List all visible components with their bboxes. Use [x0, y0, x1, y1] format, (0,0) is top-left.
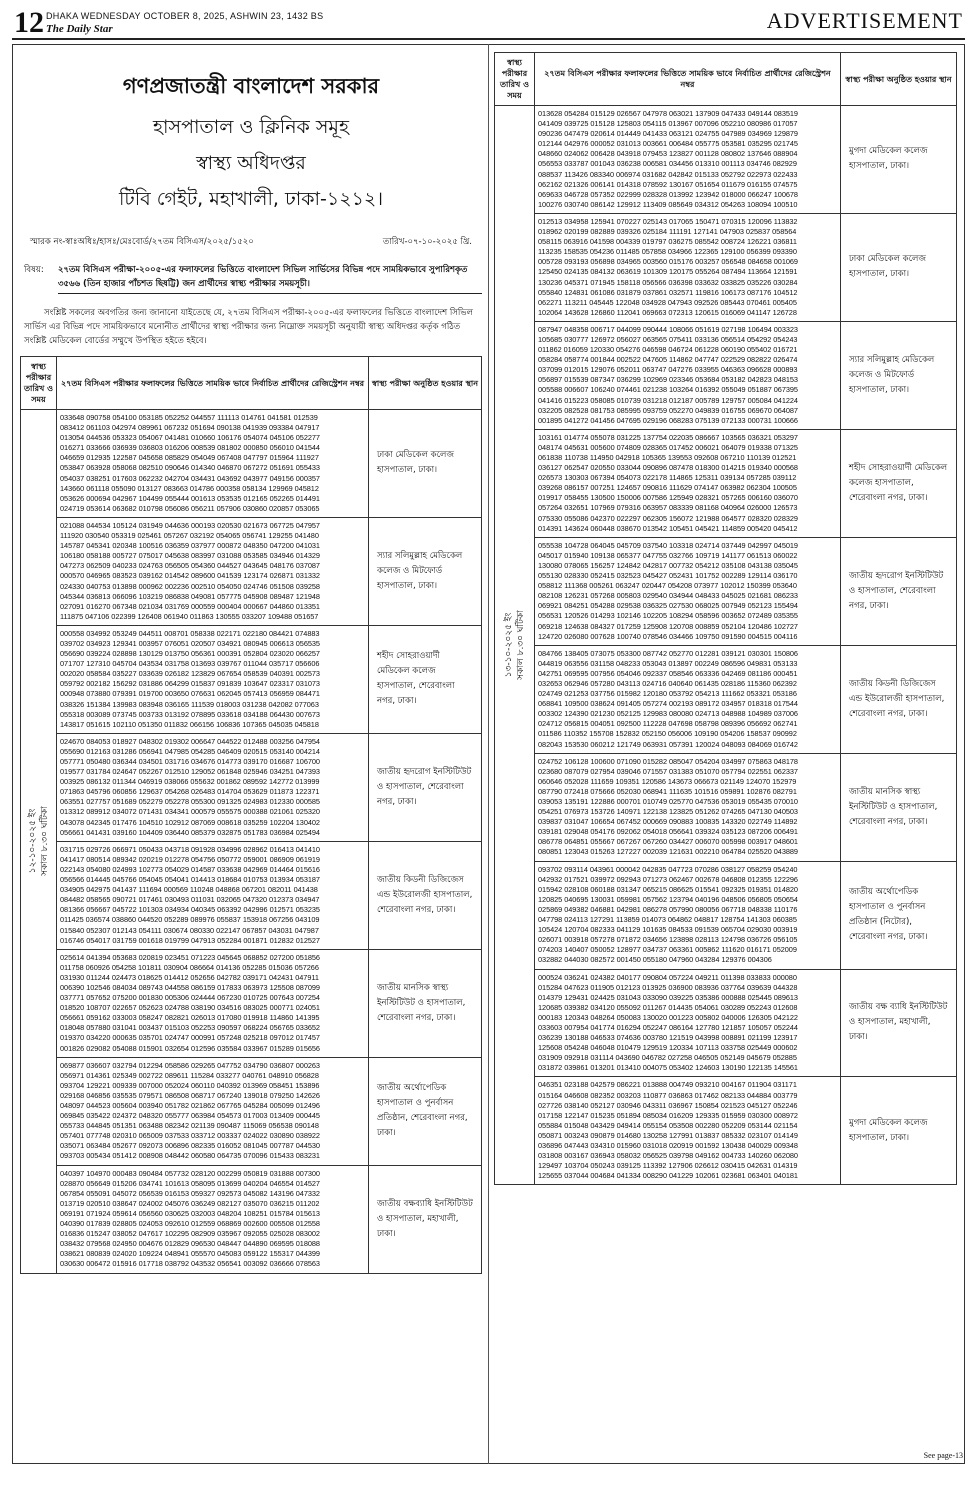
venue-cell: স্যার সলিমুল্লাহ মেডিকেল কলেজ ও মিটফোর্ড হাসপাতাল, ঢাকা। — [369, 517, 482, 625]
registration-number-line: 016271 033666 036939 036803 016206 008539 081802 000850 056010 041544 — [60, 443, 320, 453]
see-page-note: See page-13 — [923, 1451, 963, 1460]
venue-cell: জাতীয় মানসিক স্বাস্থ্য ইনস্টিটিউট ও হাসপাতাল, শেরেবাংলা নগর, ঢাকা। — [841, 753, 957, 861]
registration-number-line: 120685 039382 034120 055092 011267 014435 054061 030289 052243 012608 — [538, 1002, 798, 1012]
registration-number-line: 088537 113426 083340 006974 031682 042842 015133 052792 022973 022433 — [538, 169, 798, 179]
registration-number-line: 062271 113211 045445 122048 034928 047943 092526 085443 070461 005405 — [538, 297, 797, 307]
right-column — [494, 52, 957, 1450]
body-paragraph: সংশ্লিষ্ট সকলের অবগতির জন্য জানানো যাইতেছে যে, ২৭তম বিসিএস পরীক্ষা-২০০৫-এর ফলাফলের ভিত্তিতে বাংলাদেশ সিভিল সার্ভিস এর বিভিন্ন পদে সাময়িকভাবে মনোনীত প্রার্থীদের স্বাস্থ্য পরীক্ষার জন্য নিম্নোক্ত সময়সূচী অনুযায়ী স্বাস্থ্য অধিদপ্তর কর্তৃক গঠিত সংশ্লিষ্ট মেডিকেল বোর্ডের সম্মুখে উপস্থিত হইতে হইবে। — [24, 308, 473, 346]
registration-number-line: 063551 027757 051689 052279 052278 055300 091325 024983 012330 000585 — [60, 797, 320, 807]
registration-number-line: 067854 055091 045072 056539 016153 059327 092573 045082 143196 047332 — [60, 1188, 320, 1198]
registration-number-line: 125655 037044 004684 041334 008290 041229 102061 023681 063401 040181 — [538, 1171, 798, 1181]
registration-numbers-cell — [57, 1057, 369, 1165]
exam-date-cell — [495, 106, 535, 1185]
registration-number-line: 013312 089912 034072 071431 034341 000579 055575 000388 021061 025320 — [60, 807, 320, 817]
registration-number-line: 011862 016059 120330 054276 046598 046724 061228 060190 055402 016721 — [538, 345, 798, 355]
registration-numbers-cell — [57, 1165, 369, 1273]
registration-number-line: 075330 055086 042370 022297 062305 156072 121988 064577 028320 028329 — [538, 513, 798, 523]
registration-number-line: 069633 046728 057352 022999 028328 013992 123942 018000 066247 100678 — [538, 189, 798, 199]
registration-number-line: 037771 057652 075200 001830 005306 024444 067230 010725 007643 007254 — [60, 993, 320, 1003]
table-row — [21, 949, 482, 1057]
venue-cell: শহীদ সোহরাওয়ার্দী মেডিকেল কলেজ হাসপাতাল, শেরেবাংলা নগর, ঢাকা। — [841, 429, 957, 537]
registration-number-line: 069921 084251 054288 029538 036325 027530 068025 007949 052123 155494 — [538, 601, 798, 611]
registration-number-line: 042751 069595 007956 054046 092337 058546 063336 042469 081186 000451 — [538, 668, 798, 678]
registration-number-line: 000524 036241 024382 040177 090804 057224 049211 011398 033833 000080 — [538, 972, 797, 982]
registration-number-line: 042932 017521 039972 092943 071273 062467 002678 046808 012355 122296 — [538, 874, 798, 884]
registration-number-line: 056661 041431 039160 104409 036440 085379 032875 051783 036984 025494 — [60, 827, 320, 837]
registration-number-line: 025869 049382 046881 042981 086278 057990 080056 067718 048338 110176 — [538, 904, 798, 914]
registration-number-line: 105685 030777 126972 056027 063565 075411 033136 056514 054292 054243 — [538, 334, 798, 344]
table-row — [495, 969, 957, 1077]
registration-number-line: 026573 130303 067394 054073 022178 114865 125311 039134 057285 039112 — [538, 473, 797, 483]
registration-number-line: 055130 028330 052415 032523 045427 052431 101752 002289 129114 036170 — [538, 571, 798, 581]
venue-cell: মুগদা মেডিকেল কলেজ হাসপাতাল, ঢাকা। — [841, 106, 957, 214]
registration-number-line: 000948 073880 079391 019700 003650 076631 062045 057413 056959 084471 — [60, 689, 320, 699]
registration-number-line: 011758 060926 054258 101811 030904 086664 014136 052285 015036 057266 — [60, 962, 319, 972]
table-row — [21, 517, 482, 625]
office-line-1: হাসপাতাল ও ক্লিনিক সমূহ — [153, 116, 349, 138]
registration-number-line: 016836 015247 038052 047617 102295 082909 035967 092055 025028 083002 — [60, 1229, 320, 1239]
registration-number-line: 143817 051615 102110 051350 011832 066156 106836 107365 045035 045818 — [60, 719, 319, 729]
registration-number-line: 069845 035422 024372 048320 055777 063984 054573 017003 013409 000445 — [60, 1111, 320, 1121]
registration-number-line: 034905 042975 041437 111694 000569 110248 048868 067201 082011 041438 — [60, 885, 318, 895]
registration-number-line: 000183 120343 048264 050083 130020 001223 005802 040006 126305 042122 — [538, 1012, 798, 1022]
registration-number-line: 056566 014445 045766 054045 054041 014413 018684 010753 013934 053187 — [60, 875, 320, 885]
exam-date-label: ১২-১০-২০২৫ ইং সকাল ৮.৩০ ঘটিকা — [27, 806, 50, 877]
registration-number-line: 014391 143624 060448 038670 013542 105451 045421 114859 005420 045412 — [538, 523, 798, 533]
registration-number-line: 059792 002182 156292 031886 064299 015837 091839 103647 023317 031073 — [60, 679, 320, 689]
registration-number-line: 125450 024135 084132 063619 101309 120175 055264 087494 113664 121591 — [538, 267, 798, 277]
registration-number-line: 016746 054017 031759 001618 019799 047913 052284 001871 012832 012527 — [60, 935, 320, 945]
registration-number-line: 056661 059162 033003 058247 082821 026013 017080 019918 114860 141395 — [60, 1013, 320, 1023]
registration-number-line: 056690 039224 028898 130129 013750 056361 000391 052804 023020 066257 — [60, 649, 320, 659]
registration-number-line: 001826 029082 054088 015901 032654 012596 035584 033967 015289 015656 — [60, 1043, 320, 1053]
registration-number-line: 069191 071924 059614 056560 030625 032003 048204 108251 015784 015613 — [60, 1208, 320, 1218]
registration-numbers-cell — [57, 841, 369, 949]
registration-number-line: 082043 153530 060212 121749 063931 057391 120024 048093 084069 016742 — [538, 739, 798, 749]
registration-numbers-cell — [535, 861, 841, 969]
registration-number-line: 062162 021326 006141 014318 078592 130167 051654 011679 016155 074575 — [538, 179, 798, 189]
venue-cell: জাতীয় হৃদরোগ ইনস্টিটিউট ও হাসপাতাল, শেরেবাংলা নগর, ঢাকা। — [369, 733, 482, 841]
registration-number-line: 068841 109500 038624 091405 057274 002193 089172 034957 018318 017544 — [538, 699, 798, 709]
registration-number-line: 027726 038140 052127 030946 043311 036967 150854 021523 045127 052246 — [538, 1100, 798, 1110]
registration-number-line: 130236 045371 071945 158118 056566 036398 033632 033825 035226 030284 — [538, 277, 798, 287]
venue-cell: জাতীয় অর্থোপেডিক হাসপাতাল ও পুনর্বাসন প্রতিষ্ঠান, শেরেবাংলা নগর, ঢাকা। — [369, 1057, 482, 1165]
registration-number-line: 024330 040753 013898 000962 002236 002510 054050 024746 051508 039258 — [60, 581, 320, 591]
left-column — [20, 52, 482, 1458]
registration-numbers-cell — [535, 213, 841, 321]
registration-number-line: 045344 036813 066096 103219 086838 049081 057775 045908 089487 121948 — [60, 591, 320, 601]
registration-number-line: 069877 036607 032794 012294 058586 029265 047752 034790 036807 000263 — [60, 1060, 320, 1070]
registration-number-line: 054251 076973 153726 140971 122138 123825 051262 074265 047130 040503 — [538, 807, 798, 817]
registration-numbers-cell — [57, 625, 369, 733]
registration-number-line: 027091 016270 067348 021034 031769 000559 000404 000667 044860 013351 — [60, 601, 320, 611]
registration-number-line: 017158 122147 015235 051894 085034 016209 129335 015959 030300 008972 — [538, 1110, 798, 1120]
section-title: ADVERTISEMENT — [766, 8, 963, 33]
registration-numbers-cell — [535, 106, 841, 214]
registration-numbers-cell — [535, 645, 841, 753]
registration-number-line: 000570 046965 083523 039162 014542 089600 041539 123174 026871 031332 — [60, 571, 320, 581]
table-row — [495, 1077, 957, 1185]
registration-number-line: 129497 103704 050243 039125 113392 127906 026612 030415 042631 014319 — [538, 1161, 798, 1171]
table-header-row — [21, 357, 482, 410]
registration-number-line: 018962 020199 082889 039326 025184 111191 127141 047903 025837 058564 — [538, 227, 797, 237]
registration-number-line: 039268 086157 007251 124657 090816 111629 074147 063982 062304 100505 — [538, 483, 797, 493]
registration-number-line: 061838 110738 114950 042918 105365 139553 092608 067210 110139 012521 — [538, 453, 797, 462]
memo-date: তারিখ-০৭-১০-২০২৫ খ্রি. — [382, 237, 472, 247]
registration-number-line: 058115 063916 041598 004339 019797 036275 085542 008724 126221 036811 — [538, 237, 797, 247]
table-row — [495, 321, 957, 429]
registration-number-line: 045017 015940 109138 065377 047755 032766 109719 141177 061513 060022 — [538, 550, 798, 560]
registration-number-line: 031808 003167 036943 058032 056525 039798 049162 004733 140260 062080 — [538, 1151, 798, 1161]
registration-number-line: 038432 079568 024950 004676 012829 096530 048447 044890 069595 018088 — [60, 1239, 320, 1249]
venue-cell: স্যার সলিমুল্লাহ মেডিকেল কলেজ ও মিটফোর্ড হাসপাতাল, ঢাকা। — [841, 321, 957, 429]
registration-number-line: 056553 033787 001043 036238 006581 034456 013310 001113 034746 082929 — [538, 159, 797, 169]
registration-number-line: 057771 050480 036344 034501 031716 034676 014773 039170 016687 106700 — [60, 757, 320, 766]
registration-number-line: 100276 030740 086142 129912 113409 085649 034312 054263 108094 100510 — [538, 199, 798, 209]
registration-number-line: 001895 041272 041456 047695 029196 068283 075139 072133 000731 100666 — [538, 415, 798, 425]
registration-number-line: 039181 029048 054176 092062 054018 056641 039324 035123 087206 006491 — [538, 827, 798, 837]
table-row — [495, 753, 957, 861]
registration-number-line: 011425 036574 038860 044520 052289 089976 055837 153918 067256 043109 — [60, 915, 320, 925]
registration-number-line: 086778 064851 055667 067267 067260 034427 006070 005998 003917 048601 — [538, 837, 798, 847]
registration-number-line: 056897 015539 087347 036299 102969 023346 053684 053182 042823 048153 — [538, 375, 798, 385]
registration-number-line: 106180 058188 005727 075017 045638 083997 031088 053585 034946 014329 — [60, 551, 320, 561]
registration-number-line: 050871 003243 090879 014680 130258 127991 013837 085332 023107 014149 — [538, 1130, 798, 1140]
registration-number-line: 032882 044030 082572 001450 055180 047960 043284 129376 004306 — [538, 955, 772, 965]
registration-numbers-cell — [57, 949, 369, 1057]
registration-number-line: 000558 034992 053249 044511 008701 058338 022171 022180 084421 074883 — [60, 628, 320, 638]
venue-cell: জাতীয় মানসিক স্বাস্থ্য ইনস্টিটিউট ও হাসপাতাল, শেরেবাংলা নগর, ঢাকা। — [369, 949, 482, 1057]
memo-number: স্মারক নং-স্বাঃঅধিঃ/হাসঃ/মেঃবোর্ড/২৭তম বিসিএস/২০২৫/১৫২০ — [30, 237, 254, 247]
registration-number-line: 019917 058455 130500 150006 007586 125949 028321 057265 006160 036070 — [538, 493, 798, 503]
registration-number-line: 019577 031784 024647 052267 012510 129052 061848 025946 034251 047393 — [60, 767, 320, 777]
registration-number-line: 041417 080514 089342 020219 012278 054756 050772 059001 086909 061919 — [60, 854, 320, 864]
registration-number-line: 060646 052028 111659 109351 120586 143673 066673 021149 124070 152979 — [538, 776, 797, 786]
registration-number-line: 012144 042976 000052 031013 003661 006484 055775 053581 035295 021745 — [538, 139, 798, 149]
registration-number-line: 056531 120526 014293 102146 102205 108294 058596 003652 072489 035355 — [538, 611, 798, 621]
table-row — [21, 733, 482, 841]
registration-number-line: 013054 044536 053323 054067 041481 010660 106176 054074 045106 052277 — [60, 433, 320, 443]
subject-text: ২৭তম বিসিএস পরীক্ষা-২০০৫-এর ফলাফলের ভিত্তিতে বাংলাদেশ সিভিল সার্ভিসের বিভিন্ন পদে সাময়িকভাবে সুপারিশকৃত ৩৫৬৬ (তিন হাজার পাঁচশত ছিষট্টি) জন প্রার্থীদের স্বাস্থ্য পরীক্ষার সময়সূচী। — [58, 263, 482, 294]
registration-number-line: 038621 080839 024020 109224 048941 055570 045083 059122 155317 044399 — [60, 1249, 320, 1259]
table-row — [495, 645, 957, 753]
registration-number-line: 033648 090758 054100 053185 052252 044557 111113 014761 041581 012539 — [60, 413, 318, 422]
registration-number-line: 057264 032651 107969 079316 063957 083339 081168 040964 026000 126573 — [538, 503, 798, 513]
table-row — [21, 410, 482, 518]
registration-number-line: 093704 129221 009339 007000 052024 060110 040392 013969 058451 153896 — [60, 1080, 320, 1090]
registration-number-line: 031715 029726 066971 050433 043718 091928 034996 028962 016413 041410 — [60, 844, 320, 854]
government-title: গণপ্রজাতন্ত্রী বাংলাদেশ সরকার — [122, 74, 380, 98]
registration-number-line: 113235 158535 054236 011485 057858 034966 122365 129100 056399 093390 — [538, 247, 797, 257]
table-header-row — [495, 53, 957, 106]
header-venue: স্বাস্থ্য পরীক্ষা অনুষ্ঠিত হওয়ার স্থান — [841, 53, 957, 106]
registration-numbers-cell — [535, 429, 841, 537]
registration-number-line: 015284 047623 011905 012123 013925 036900 083936 037764 039639 044328 — [538, 982, 798, 992]
registration-number-line: 057401 077748 020310 065009 037533 033712 003337 024022 030890 038922 — [60, 1131, 320, 1141]
registration-number-line: 111920 030540 053319 025461 057267 032192 054065 056741 129255 041480 — [60, 531, 319, 541]
office-line-2: স্বাস্থ্য অধিদপ্তর — [196, 152, 306, 174]
registration-number-line: 024749 021253 037756 015982 120180 053792 054213 111662 053321 053186 — [538, 689, 797, 699]
table-row — [21, 1057, 482, 1165]
registration-number-line: 053847 063928 058068 082510 090646 014340 046870 067272 051691 055433 — [60, 463, 320, 473]
paper-name: The Daily Star — [46, 23, 113, 35]
registration-number-line: 014379 129431 024425 031043 033090 039225 035386 000888 025445 089613 — [538, 992, 798, 1002]
registration-number-line: 035071 063484 052677 092073 006896 082335 016052 081045 007787 044530 — [60, 1141, 320, 1151]
left-schedule-table — [20, 356, 482, 1274]
exam-date-cell — [21, 410, 57, 1274]
registration-number-line: 058812 111368 005261 063247 020447 054208 073977 102012 150399 053640 — [538, 581, 797, 591]
registration-number-line: 036896 047443 034310 015960 031018 020919 001592 130438 040029 009348 — [538, 1141, 798, 1150]
registration-number-line: 093702 093114 043961 000042 042835 047723 070286 038127 058259 054240 — [538, 864, 798, 874]
registration-number-line: 082108 126231 057268 005803 029540 034944 048433 045025 021681 086233 — [538, 591, 798, 601]
registration-number-line: 143660 061118 055090 013127 083663 014786 000358 058134 129969 045812 — [60, 483, 319, 493]
registration-number-line: 041416 015223 058085 010739 031218 012187 005789 129757 005084 041224 — [538, 395, 798, 405]
registration-number-line: 037099 012015 129076 052011 063747 047276 033955 046363 096628 000893 — [538, 365, 798, 375]
registration-number-line: 038326 151384 139983 083948 036165 111539 018003 031238 042082 077063 — [60, 699, 319, 709]
registration-number-line: 048097 044523 005604 003940 051782 021862 067765 045284 005099 012496 — [60, 1101, 320, 1110]
registration-number-line: 005728 093193 056898 034965 003560 015176 003257 056548 084658 001069 — [538, 257, 798, 267]
registration-number-line: 047273 062509 040233 024763 056505 054360 044527 043645 048176 037087 — [60, 561, 320, 571]
registration-number-line: 040397 104970 000483 090484 057732 028120 002299 050819 031888 007300 — [60, 1168, 320, 1178]
table-row — [21, 625, 482, 733]
venue-cell: শহীদ সোহরাওয়ার্দী মেডিকেল কলেজ হাসপাতাল, শেরেবাংলা নগর, ঢাকা। — [369, 625, 482, 733]
registration-number-line: 031909 092918 031114 043690 046782 027258 046505 052149 045679 052885 — [538, 1053, 797, 1063]
registration-number-line: 015840 052307 012143 054111 030674 080330 022147 067857 043031 047987 — [60, 925, 319, 935]
table-row — [495, 537, 957, 645]
registration-number-line: 022143 054080 024993 102773 054029 014587 033638 042969 014464 015616 — [60, 864, 320, 874]
venue-cell: জাতীয় হৃদরোগ ইনস্টিটিউট ও হাসপাতাল, শেরেবাংলা নগর, ঢাকা। — [841, 537, 957, 645]
dateline: DHAKA WEDNESDAY OCTOBER 8, 2025, ASHWIN 23, 1432 BS — [46, 11, 324, 21]
registration-number-line: 043078 042345 017476 104510 102912 087069 008618 035259 102204 130402 — [60, 817, 320, 827]
registration-numbers-cell — [535, 969, 841, 1077]
venue-cell: জাতীয় কিডনী ডিজিজেস এন্ড ইউরোলজী হাসপাতাল, শেরেবাংলা নগর, ঢাকা। — [369, 841, 482, 949]
registration-number-line: 087790 072418 075666 052030 068941 111635 101516 059891 102876 082791 — [538, 786, 797, 796]
registration-number-line: 040390 017839 028805 024053 092610 012559 068869 002600 005508 012558 — [60, 1219, 320, 1229]
registration-number-line: 026071 003918 057278 071872 034656 123898 028113 124798 036726 056105 — [538, 935, 798, 945]
registration-number-line: 124720 026080 007628 100740 078546 034466 109750 091590 004515 004116 — [538, 631, 798, 641]
letterhead — [20, 70, 482, 217]
venue-cell: ঢাকা মেডিকেল কলেজ হাসপাতাল, ঢাকা। — [369, 410, 482, 518]
registration-number-line: 024752 106128 100600 071090 015282 085047 054204 034997 075863 048178 — [538, 756, 798, 766]
header-date-time: স্বাস্থ্য পরীক্ষার তারিখ ও সময় — [495, 53, 535, 106]
registration-number-line: 030630 006472 015916 017718 038792 043532 056541 003092 036666 078563 — [60, 1259, 320, 1269]
right-schedule-table — [494, 52, 957, 1185]
registration-number-line: 111875 047106 022399 126408 061940 011863 130555 033207 109488 051657 — [60, 611, 319, 621]
registration-number-line: 031872 039861 013201 013410 004075 053402 124603 130190 122135 145561 — [538, 1063, 798, 1073]
venue-cell: জাতীয় বক্ষব্যাধি ইনস্টিটিউট ও হাসপাতাল, মহাখালী, ঢাকা। — [369, 1165, 482, 1273]
registration-number-line: 031930 011244 024473 018625 014412 052656 042782 039171 042431 047911 — [60, 972, 319, 982]
registration-numbers-cell — [535, 753, 841, 861]
registration-number-line: 019370 034220 000635 035701 024747 000991 057248 025218 097012 017457 — [60, 1033, 320, 1043]
table-row — [495, 429, 957, 537]
registration-number-line: 015942 028108 060188 031347 065215 086625 015541 092325 019351 014820 — [538, 884, 798, 894]
registration-numbers-cell — [535, 321, 841, 429]
registration-number-line: 056971 014361 025349 002722 089611 115284 033277 040761 048910 056828 — [60, 1070, 319, 1080]
registration-number-line: 055690 012163 031286 056941 047985 054285 046409 020515 053140 004214 — [60, 746, 320, 756]
page-number: 12 — [14, 6, 44, 39]
header-date-time: স্বাস্থ্য পরীক্ষার তারিখ ও সময় — [21, 357, 57, 410]
registration-number-line: 080851 123043 015263 127227 002039 121631 002210 064784 025520 043889 — [538, 847, 798, 857]
registration-number-line: 039053 135191 122886 000701 010749 025770 047536 053019 055435 070010 — [538, 797, 798, 806]
registration-numbers-cell — [57, 517, 369, 625]
registration-number-line: 024712 056815 004051 092500 112228 047698 058798 089396 056692 062741 — [538, 719, 798, 729]
registration-number-line: 021088 044534 105124 031949 044636 000193 020530 021673 067725 047957 — [60, 520, 320, 530]
registration-number-line: 005588 006607 106240 074461 021238 103264 016392 055049 051887 067395 — [538, 385, 798, 395]
registration-number-line: 046351 023188 042579 086221 013888 004749 093210 004167 011904 031171 — [538, 1080, 797, 1090]
registration-number-line: 084482 058565 090721 017461 030493 011031 032065 047320 012373 034947 — [60, 895, 320, 905]
header-reg-numbers: ২৭তম বিসিএস পরীক্ষার ফলাফলের ভিত্তিতে সাময়িক ভাবে নির্বাচিত প্রার্থীদের রেজিস্ট্রেশন নম্বর — [57, 357, 369, 410]
registration-number-line: 018520 108707 022657 052623 024788 038190 034516 083025 000771 024051 — [60, 1003, 320, 1013]
registration-number-line: 048174 045631 005600 074809 028365 017452 006021 064079 019338 071325 — [538, 442, 798, 452]
registration-number-line: 028870 056649 015206 034741 101613 058095 013699 040204 046554 014527 — [60, 1178, 320, 1188]
registration-number-line: 003302 124390 021230 052125 129983 080080 024713 048988 104989 037006 — [538, 709, 798, 719]
registration-number-line: 046659 012935 122587 045658 085829 054049 067408 047797 015964 111927 — [60, 453, 319, 463]
registration-number-line: 018048 057880 031041 003437 015103 052253 090597 068224 056765 033652 — [60, 1023, 320, 1033]
registration-number-line: 023680 087079 027954 039046 071557 031383 051070 057794 022551 062337 — [538, 766, 798, 776]
registration-number-line: 013719 020510 038647 024002 045076 036249 082127 035070 036215 011202 — [60, 1198, 320, 1208]
registration-number-line: 081366 056667 045722 101303 034934 040345 063392 042996 012571 053235 — [60, 905, 320, 915]
table-row — [21, 1165, 482, 1273]
registration-number-line: 058284 058774 001844 002522 047605 114862 047747 022529 082822 026474 — [538, 355, 798, 365]
registration-number-line: 054037 038251 017603 062232 042704 034431 043692 043977 049156 000357 — [60, 473, 320, 483]
registration-number-line: 032205 082528 081753 085995 093759 052270 049839 016755 069670 064087 — [538, 405, 798, 415]
registration-number-line: 145787 045341 020348 100516 036359 037977 000872 048350 047200 041031 — [60, 541, 320, 551]
registration-number-line: 084766 138405 073075 053300 087742 052770 012281 039121 030301 150806 — [538, 648, 798, 658]
registration-number-line: 074203 140407 050052 128977 034737 063361 005862 111620 016171 052009 — [538, 945, 797, 955]
registration-number-line: 055538 104728 064045 045709 037540 103318 024714 037449 042997 045019 — [538, 540, 798, 550]
registration-number-line: 087947 048358 006717 044099 090444 108066 051619 027198 106494 003323 — [538, 324, 798, 334]
registration-number-line: 083412 061103 042974 089961 067232 051694 090138 041939 093384 047917 — [60, 423, 320, 433]
registration-number-line: 002020 058584 035227 033639 026182 123829 067654 058539 040391 002573 — [60, 669, 320, 679]
registration-numbers-cell — [57, 733, 369, 841]
registration-number-line: 071863 045796 060856 129637 054268 026483 014704 053629 011873 122371 — [60, 787, 320, 797]
registration-number-line: 033603 007954 041774 016294 052247 086164 127780 121857 105057 052244 — [538, 1022, 798, 1032]
registration-number-line: 093703 005434 051412 008908 048442 060580 064735 070096 015433 083231 — [60, 1151, 320, 1161]
registration-numbers-cell — [57, 410, 369, 518]
subject-row — [20, 263, 482, 294]
registration-number-line: 102064 143628 126860 112041 069663 072313 120615 016069 041147 126728 — [538, 307, 797, 317]
registration-number-line: 011586 110352 155708 152832 052150 056006 109190 054206 158537 090992 — [538, 729, 797, 739]
table-row — [495, 213, 957, 321]
registration-number-line: 039837 031047 106654 067452 000669 090883 100835 143320 022749 114892 — [538, 817, 798, 827]
registration-number-line: 047798 024113 127291 113859 014073 064862 048817 128754 141303 060385 — [538, 915, 797, 925]
registration-number-line: 071707 127310 045704 043534 031758 013693 039767 011044 035717 056606 — [60, 659, 320, 669]
registration-number-line: 013628 054284 015129 026567 047978 063021 137909 047433 049144 083519 — [538, 109, 798, 118]
registration-number-line: 039702 034923 129341 003957 076051 020507 034921 080945 006613 056535 — [60, 638, 320, 648]
table-row — [21, 841, 482, 949]
registration-number-line: 055318 003089 073745 003733 013192 078895 033618 034188 064430 007673 — [60, 709, 320, 719]
memo-row — [20, 235, 482, 249]
registration-number-line: 069218 124638 084327 017259 125908 120708 008859 052104 120486 102727 — [538, 621, 798, 631]
registration-number-line: 025614 041394 053683 020819 023451 071223 045645 068852 027200 051856 — [60, 952, 320, 962]
registration-number-line: 024719 053614 063682 010798 056086 056211 057906 030860 020857 053065 — [60, 503, 320, 513]
exam-date-label: ১৩-১০-২০২৫ ইং সকাল ৮.৩০ ঘটিকা — [503, 610, 526, 681]
office-address: টিবি গেইট, মহাখালী, ঢাকা-১২১২। — [118, 188, 384, 210]
header-venue: স্বাস্থ্য পরীক্ষা অনুষ্ঠিত হওয়ার স্থান — [369, 357, 482, 410]
header-reg-numbers: ২৭তম বিসিএস পরীক্ষার ফলাফলের ভিত্তিতে সাময়িক ভাবে নির্বাচিত প্রার্থীদের রেজিস্ট্রেশন নম্বর — [535, 53, 841, 106]
registration-number-line: 048660 024062 006428 043918 079453 123827 001128 080802 137646 088904 — [538, 149, 798, 159]
venue-cell: জাতীয় কিডনী ডিজিজেস এন্ড ইউরোলজী হাসপাতাল, শেরেবাংলা নগর, ঢাকা। — [841, 645, 957, 753]
registration-number-line: 041409 039725 015128 125803 054115 013967 007096 052210 080986 017057 — [538, 119, 798, 129]
registration-number-line: 024670 084053 018927 048302 019302 006647 044522 012488 003256 047954 — [60, 736, 320, 746]
registration-number-line: 032653 062946 057280 043113 024716 040640 061435 028186 115360 062392 — [538, 678, 797, 688]
subject-label: বিষয়: — [24, 265, 44, 275]
registration-number-line: 055884 015048 043429 049414 055154 053508 002280 052209 053144 021154 — [538, 1120, 798, 1130]
masthead — [12, 6, 965, 40]
registration-number-line: 055840 124831 061086 031879 037861 032571 119816 106173 087176 104512 — [538, 287, 798, 297]
registration-number-line: 090236 047479 020614 014449 041433 063121 024755 047989 034969 129879 — [538, 129, 798, 139]
registration-number-line: 130080 078065 156257 124842 042817 007732 054212 035108 043138 035045 — [538, 560, 798, 570]
registration-number-line: 125608 054248 046048 010479 129519 120334 107113 033758 025449 000602 — [538, 1043, 798, 1053]
registration-number-line: 120825 040695 130031 059981 057562 123794 040196 048506 056805 050654 — [538, 894, 798, 904]
registration-number-line: 105424 120704 082333 041129 101635 084533 091539 065704 029030 003919 — [538, 925, 798, 935]
venue-cell: মুগদা মেডিকেল কলেজ হাসপাতাল, ঢাকা। — [841, 1077, 957, 1185]
table-row — [495, 106, 957, 214]
column-divider — [488, 44, 489, 1464]
registration-numbers-cell — [535, 537, 841, 645]
registration-number-line: 015164 046608 082352 003203 110877 036863 017462 082133 044884 003779 — [538, 1090, 798, 1100]
table-row — [495, 861, 957, 969]
venue-cell: ঢাকা মেডিকেল কলেজ হাসপাতাল, ঢাকা। — [841, 213, 957, 321]
registration-number-line: 055733 044845 051351 063488 082342 021139 090487 115069 056538 090148 — [60, 1121, 319, 1131]
registration-number-line: 044819 063556 031158 048233 053043 013897 002249 086596 049831 053133 — [538, 658, 798, 668]
registration-number-line: 053626 000694 042967 104499 055444 001613 053535 012165 052265 014491 — [60, 493, 320, 503]
venue-cell: জাতীয় বক্ষ ব্যাধি ইনস্টিটিউট ও হাসপাতাল, মহাখালী, ঢাকা। — [841, 969, 957, 1077]
registration-number-line: 036127 062547 020550 033044 090896 087478 018300 014215 019340 000568 — [538, 463, 798, 473]
venue-cell: জাতীয় অর্থোপেডিক হাসপাতাল ও পুনর্বাসন প্রতিষ্ঠান (নিটোর), শেরেবাংলা নগর, ঢাকা। — [841, 861, 957, 969]
registration-number-line: 012513 034958 125941 070227 025143 017065 150471 070315 120096 113832 — [538, 216, 798, 226]
registration-numbers-cell — [535, 1077, 841, 1185]
registration-number-line: 006390 102546 084034 089743 044558 086159 017833 063973 125508 087099 — [60, 982, 320, 992]
registration-number-line: 036239 130188 046533 074636 003780 121519 043998 008891 021199 123917 — [538, 1033, 798, 1043]
registration-number-line: 103161 014774 055078 031225 137754 022035 086667 103565 036321 053297 — [538, 432, 798, 442]
registration-number-line: 029168 046856 035535 079571 086508 068717 067240 139018 079250 142626 — [60, 1090, 320, 1100]
registration-number-line: 003925 086132 011344 046919 038066 055632 001862 089592 142772 013999 — [60, 777, 320, 787]
